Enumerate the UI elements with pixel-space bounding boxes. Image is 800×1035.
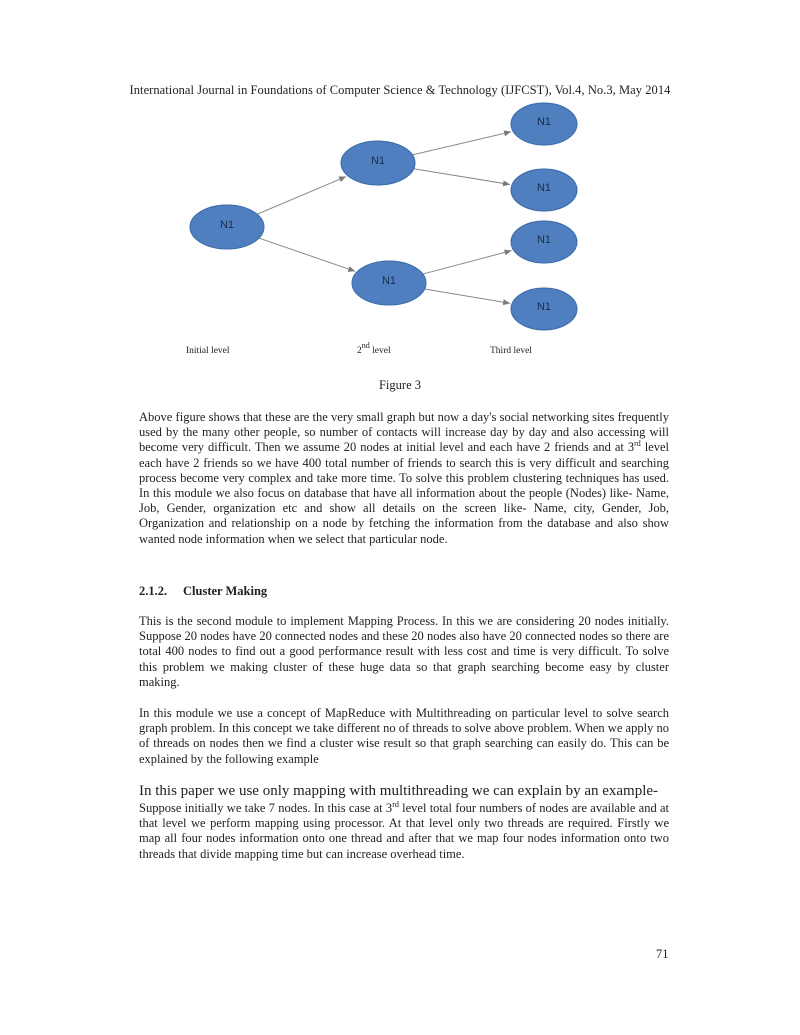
tree-graph-figure [0,0,800,400]
section-number: 2.1.2. [139,584,168,598]
node-label: N1 [370,154,386,167]
node-mid-lower [352,261,426,305]
edge-root-to-mid-upper [257,177,346,215]
node-label: N1 [536,300,552,313]
edge-mid-lower-to-leaf-4 [425,289,511,303]
paragraph-mapreduce: In this module we use a concept of MapReduce with Multithreading on particular level to solve search graph problem. In this concept we take different no of threads to solve above problem. When we apply no of threads on nodes then we find a cluster wise result so that graph searching can easily do. This can be explained by the following example [139,706,669,766]
edge-root-to-mid-lower [259,238,355,271]
level-label-third: Third level [490,346,532,356]
node-label: N1 [536,233,552,246]
paragraph-cluster-intro: This is the second module to implement Mapping Process. In this we are considering 20 nodes initially. Suppose 20 nodes have 20 connected nodes and these 20 nodes also have 20 connected nodes so there are total 400 nodes to find out a good performance result with less cost and time is very difficult. To solve this problem we making cluster of these huge data so that graph searching become easy by cluster making. [139,614,669,689]
node-leaf-2 [511,169,577,211]
node-mid-upper [341,141,415,185]
paragraph-example: Suppose initially we take 7 nodes. In this case at 3rd level total four numbers of nodes are available and at that level we perform mapping using processor. At that level only two threads are required. Firstly we map all four nodes information onto one thread and after that we map four nodes information onto two threads that divide mapping time but can increase overhead time. [139,800,669,861]
section-title: Cluster Making [183,584,268,598]
paragraph-example-intro: In this paper we use only mapping with multithreading we can explain by an example- [139,783,659,799]
edge-mid-upper-to-leaf-2 [414,169,510,185]
level-label-second: 2nd level [357,341,391,356]
page-number: 71 [656,947,669,961]
figure-caption: Figure 3 [378,378,421,392]
node-label: N1 [536,115,552,128]
node-label: N1 [381,274,397,287]
node-label: N1 [219,218,235,231]
level-label-initial: Initial level [186,346,230,356]
node-leaf-4 [511,288,577,330]
node-label: N1 [536,181,552,194]
journal-header: International Journal in Foundations of Computer Science & Technology (IJFCST), Vol.4, No.3, May 2014 [129,83,671,97]
node-leaf-3 [511,221,577,263]
section-heading [139,584,267,599]
paragraph-figure-discussion: Above figure shows that these are the very small graph but now a day's social networking sites frequently used by the many other people, so number of contacts will increase day by day and also accessing will become very difficult. Then we assume 20 nodes at initial level and each have 2 friends and at 3rd level each have 2 friends so we have 400 total number of friends to search this is very difficult and searching process become very complex and take more time. To solve this problem clustering techniques has used. In this module we also focus on database that have all information about the people (Nodes) like- Name, Job, Gender, organization etc and show all details on the screen like- Name, city, Gender, Job, Organization and relationship on a node by fetching the information from the database and also show wanted node information when we select that particular node. [139,410,670,546]
edge-mid-upper-to-leaf-1 [412,132,511,155]
node-leaf-1 [511,103,577,145]
edge-mid-lower-to-leaf-3 [423,251,512,274]
node-root [190,205,264,249]
